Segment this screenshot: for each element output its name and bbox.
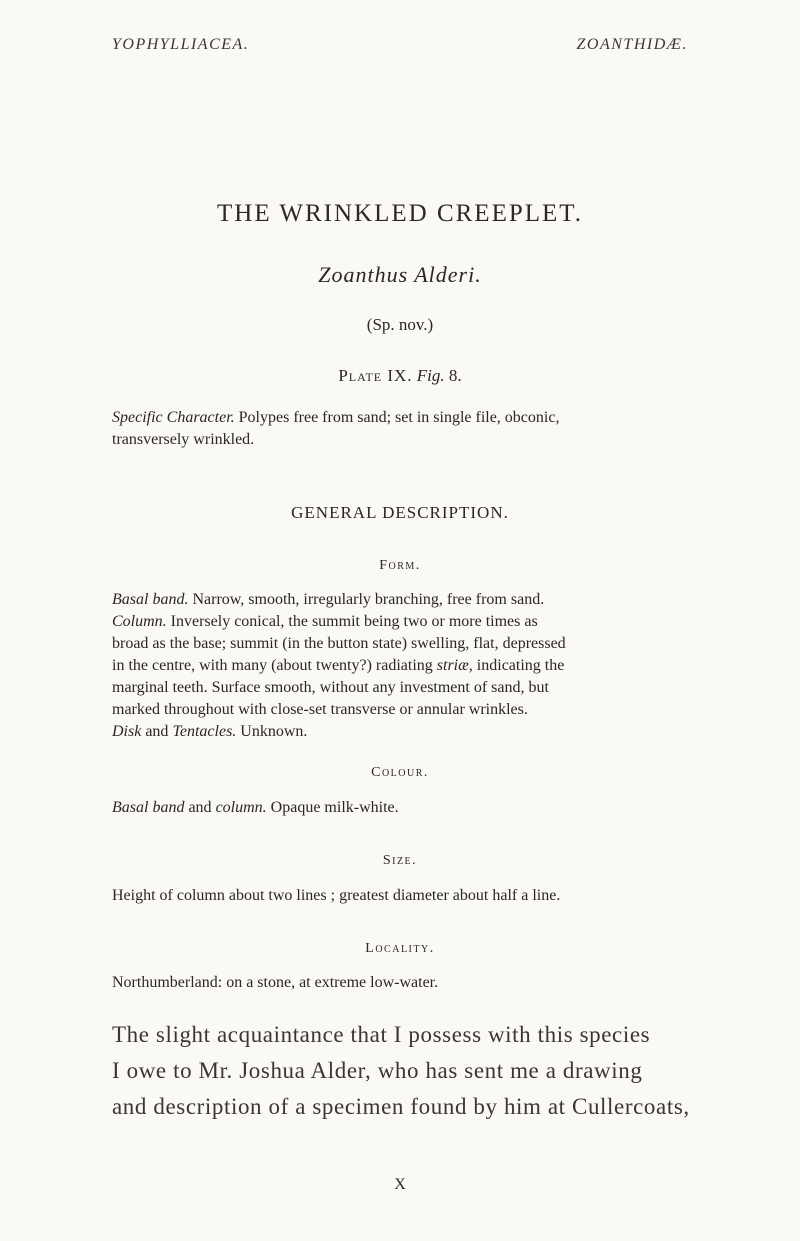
column-line4: marginal teeth. Surface smooth, without any investment of sand, but [112, 679, 549, 696]
size-text: Height of column about two lines ; greatest diameter about half a line. [112, 887, 561, 904]
tentacles-label: Tentacles. [172, 723, 237, 740]
species-binomial: Zoanthus Alderi. [318, 262, 482, 287]
plate-label: Plate IX. [338, 366, 413, 385]
basal-band-text: Narrow, smooth, irregularly branching, free from sand. [192, 591, 545, 608]
fig-label: Fig. [416, 366, 445, 385]
subheading-colour: Colour. [371, 765, 429, 780]
column-line5: marked throughout with close-set transverse or annular wrinkles. [112, 701, 528, 718]
subheading-size: Size. [382, 853, 418, 868]
section-heading-general: GENERAL DESCRIPTION. [291, 503, 509, 522]
page-title: THE WRINKLED CREEPLET. [217, 200, 583, 227]
colour-column-label: column. [215, 799, 267, 816]
disk-and: and [145, 723, 169, 740]
running-head-left: YOPHYLLIACEA. [112, 36, 250, 53]
striae-term: striæ, [436, 657, 473, 674]
column-line3a: in the centre, with many (about twenty?) radiating [112, 657, 433, 674]
locality-text: Northumberland: on a stone, at extreme low-water. [112, 974, 439, 991]
specific-character [112, 407, 690, 451]
running-head-right: ZOANTHIDÆ. [576, 36, 688, 53]
body-line3: and description of a specimen found by him at Cullercoats, [112, 1094, 690, 1119]
body-line2: I owe to Mr. Joshua Alder, who has sent me a drawing [112, 1058, 643, 1083]
plate-reference [0, 366, 800, 386]
body-line1: The slight acquaintance that I possess with this species [112, 1022, 651, 1047]
species-status: (Sp. nov.) [366, 315, 434, 334]
specific-character-label: Specific Character. [112, 409, 235, 426]
colour-and: and [188, 799, 212, 816]
column-line3b: indicating the [476, 657, 565, 674]
column-line1: Inversely conical, the summit being two or more times as [170, 613, 538, 630]
specific-character-line2: transversely wrinkled. [112, 431, 255, 448]
fig-number: 8. [448, 366, 462, 385]
specific-character-line1: Polypes free from sand; set in single file, obconic, [238, 409, 560, 426]
basal-band-label: Basal band. [112, 591, 189, 608]
form-section [112, 589, 690, 743]
disk-label: Disk [112, 723, 142, 740]
column-label: Column. [112, 613, 167, 630]
subheading-form: Form. [379, 558, 421, 573]
page-folio: X [394, 1176, 406, 1193]
colour-section [112, 797, 690, 819]
colour-basal-label: Basal band [112, 799, 185, 816]
colour-text: Opaque milk-white. [270, 799, 399, 816]
disk-tentacles-text: Unknown. [240, 723, 308, 740]
column-line2: broad as the base; summit (in the button state) swelling, flat, depressed [112, 635, 566, 652]
body-paragraph [112, 1017, 690, 1125]
subheading-locality: Locality. [365, 941, 435, 956]
